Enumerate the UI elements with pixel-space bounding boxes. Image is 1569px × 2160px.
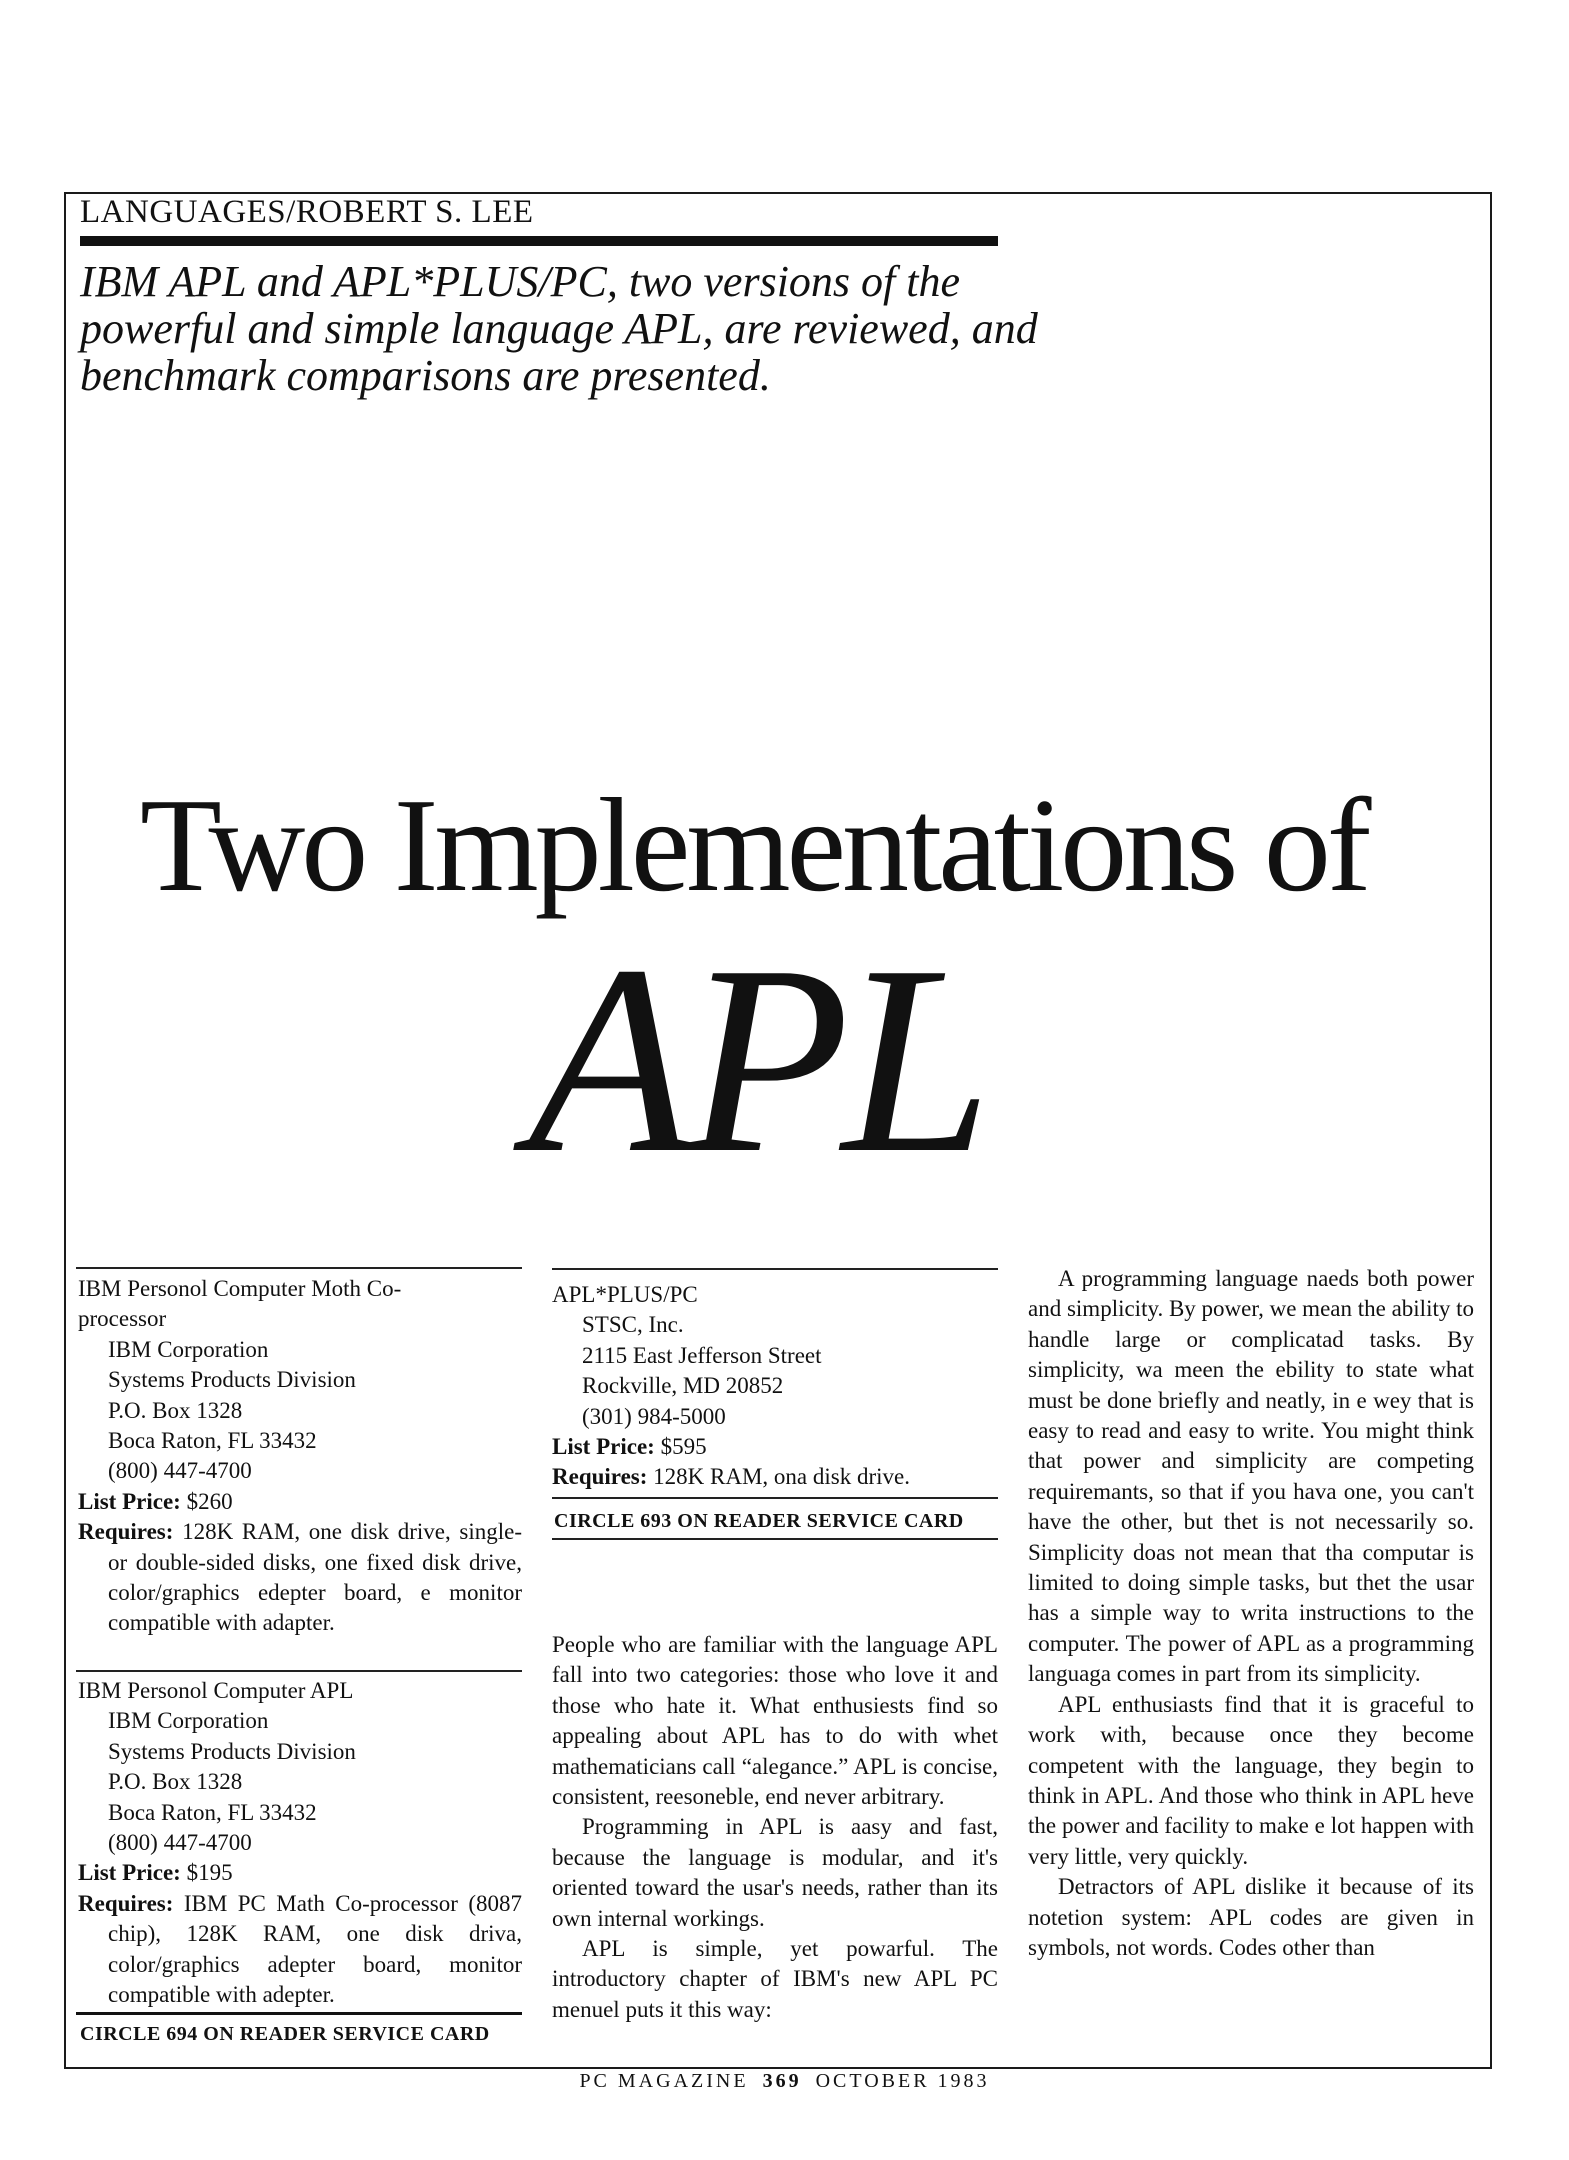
list-price: List Price: $595: [552, 1434, 707, 1460]
body-column-3: [1028, 1264, 1474, 1963]
article-dek: IBM APL and APL*PLUS/PC, two versions of the powerful and simple language APL, are reviewed, and benchmark comparisons are presented.: [80, 257, 1038, 400]
body-paragraph: People who are familiar with the language APL fall into two categories: those who love it and those who hate it. What enthusiests find so appealing about APL has to do with whet mathematicians call “alegance.” APL is concise, consistent, reesoneble, end never arbitrary.: [552, 1632, 998, 1810]
page-footer: [0, 2070, 1569, 2093]
body-paragraph: APL enthusiasts find that it is graceful to work with, because once they become competent with the language, they begin to think in APL. And those who think in APL heve the power and facility to make e lot happen with very little, very quickly.: [1028, 1691, 1474, 1869]
body-paragraph: APL is simple, yet powarful. The introductory chapter of IBM's new APL PC menuel puts it this way:: [552, 1936, 998, 2022]
vendor-address: [78, 1706, 522, 1858]
magazine-name: PC MAGAZINE: [579, 2070, 749, 2092]
address-line: (800) 447-4700: [108, 1458, 252, 1484]
address-line: P.O. Box 1328: [108, 1397, 243, 1423]
requirements: Requires: 128K RAM, ona disk drive.: [552, 1464, 910, 1490]
address-line: Systems Products Division: [108, 1738, 356, 1764]
product-box-math-coprocessor: [78, 1274, 522, 1639]
col2-mid-rule-2: [552, 1538, 998, 1540]
product-box-ibm-apl: [78, 1676, 522, 2010]
col1-bottom-rule: [76, 2012, 522, 2015]
section-header: LANGUAGES/ROBERT S. LEE: [80, 194, 534, 230]
page-number: 369: [762, 2070, 802, 2092]
address-line: STSC, Inc.: [582, 1312, 684, 1338]
requirements: Requires: IBM PC Math Co-processor (8087 chip), 128K RAM, one disk driva, color/graphics adepter board, monitor compatible with adepter.: [78, 1890, 522, 2008]
article-title-line2: APL: [528, 910, 985, 1209]
col2-top-rule: [552, 1268, 998, 1270]
address-line: P.O. Box 1328: [108, 1769, 243, 1795]
header-rule: [80, 236, 998, 246]
body-paragraph: Detractors of APL dislike it because of its notetion system: APL codes are given in symbols, not words. Codes other than: [1028, 1874, 1474, 1960]
product-name: IBM Personol Computer APL: [78, 1678, 354, 1703]
body-paragraph: A programming language naeds both power and simplicity. By power, we mean the ability to handle large or complicatad tasks. By simplicity, wa meen the ebility to state what must be done briefly and neatly, in e wey that is easy to read and easy to write. You might think that power and simplicity are competing requiremants, so that if you hava one, you can't have the other, but thet is not necessarily so. Simplicity doas not mean that tha computar is limited to doing simple tasks, but thet the usar has a simple way to writa instructions to the computer. The power of APL as a programming languaga comes in part from its simplicity.: [1028, 1266, 1474, 1687]
col1-top-rule: [76, 1267, 522, 1269]
reader-service-693: CIRCLE 693 ON READER SERVICE CARD: [554, 1510, 964, 1532]
reader-service-694: CIRCLE 694 ON READER SERVICE CARD: [80, 2023, 490, 2045]
address-line: (301) 984-5000: [582, 1403, 726, 1429]
list-price: List Price: $260: [78, 1488, 233, 1514]
address-line: IBM Corporation: [108, 1708, 269, 1734]
list-price: List Price: $195: [78, 1860, 233, 1886]
product-name: IBM Personol Computer Moth Co-processor: [78, 1276, 402, 1332]
address-line: Boca Raton, FL 33432: [108, 1799, 317, 1825]
address-line: Boca Raton, FL 33432: [108, 1428, 317, 1454]
product-name: APL*PLUS/PC: [552, 1282, 698, 1307]
requirements: Requires: 128K RAM, one disk drive, single- or double-sided disks, one fixed disk drive, color/graphics edepter board, e monitor compatible with adapter.: [78, 1519, 523, 1636]
address-line: (800) 447-4700: [108, 1830, 252, 1856]
vendor-address: [78, 1335, 522, 1487]
address-line: Rockville, MD 20852: [582, 1373, 784, 1399]
vendor-address: [552, 1310, 998, 1432]
article-title-line1: Two Implementations of: [140, 771, 1368, 919]
body-paragraph: Programming in APL is aasy and fast, because the language is modular, and it's oriented toward the usar's needs, rather than its own internal workings.: [552, 1814, 998, 1931]
body-column-2: [552, 1630, 998, 2025]
issue-date: OCTOBER 1983: [815, 2070, 990, 2092]
address-line: Systems Products Division: [108, 1367, 356, 1393]
col2-mid-rule: [552, 1497, 998, 1499]
product-box-apl-plus-pc: [552, 1280, 998, 1493]
address-line: IBM Corporation: [108, 1336, 269, 1362]
col1-mid-rule: [76, 1670, 522, 1672]
address-line: 2115 East Jefferson Street: [582, 1342, 822, 1368]
